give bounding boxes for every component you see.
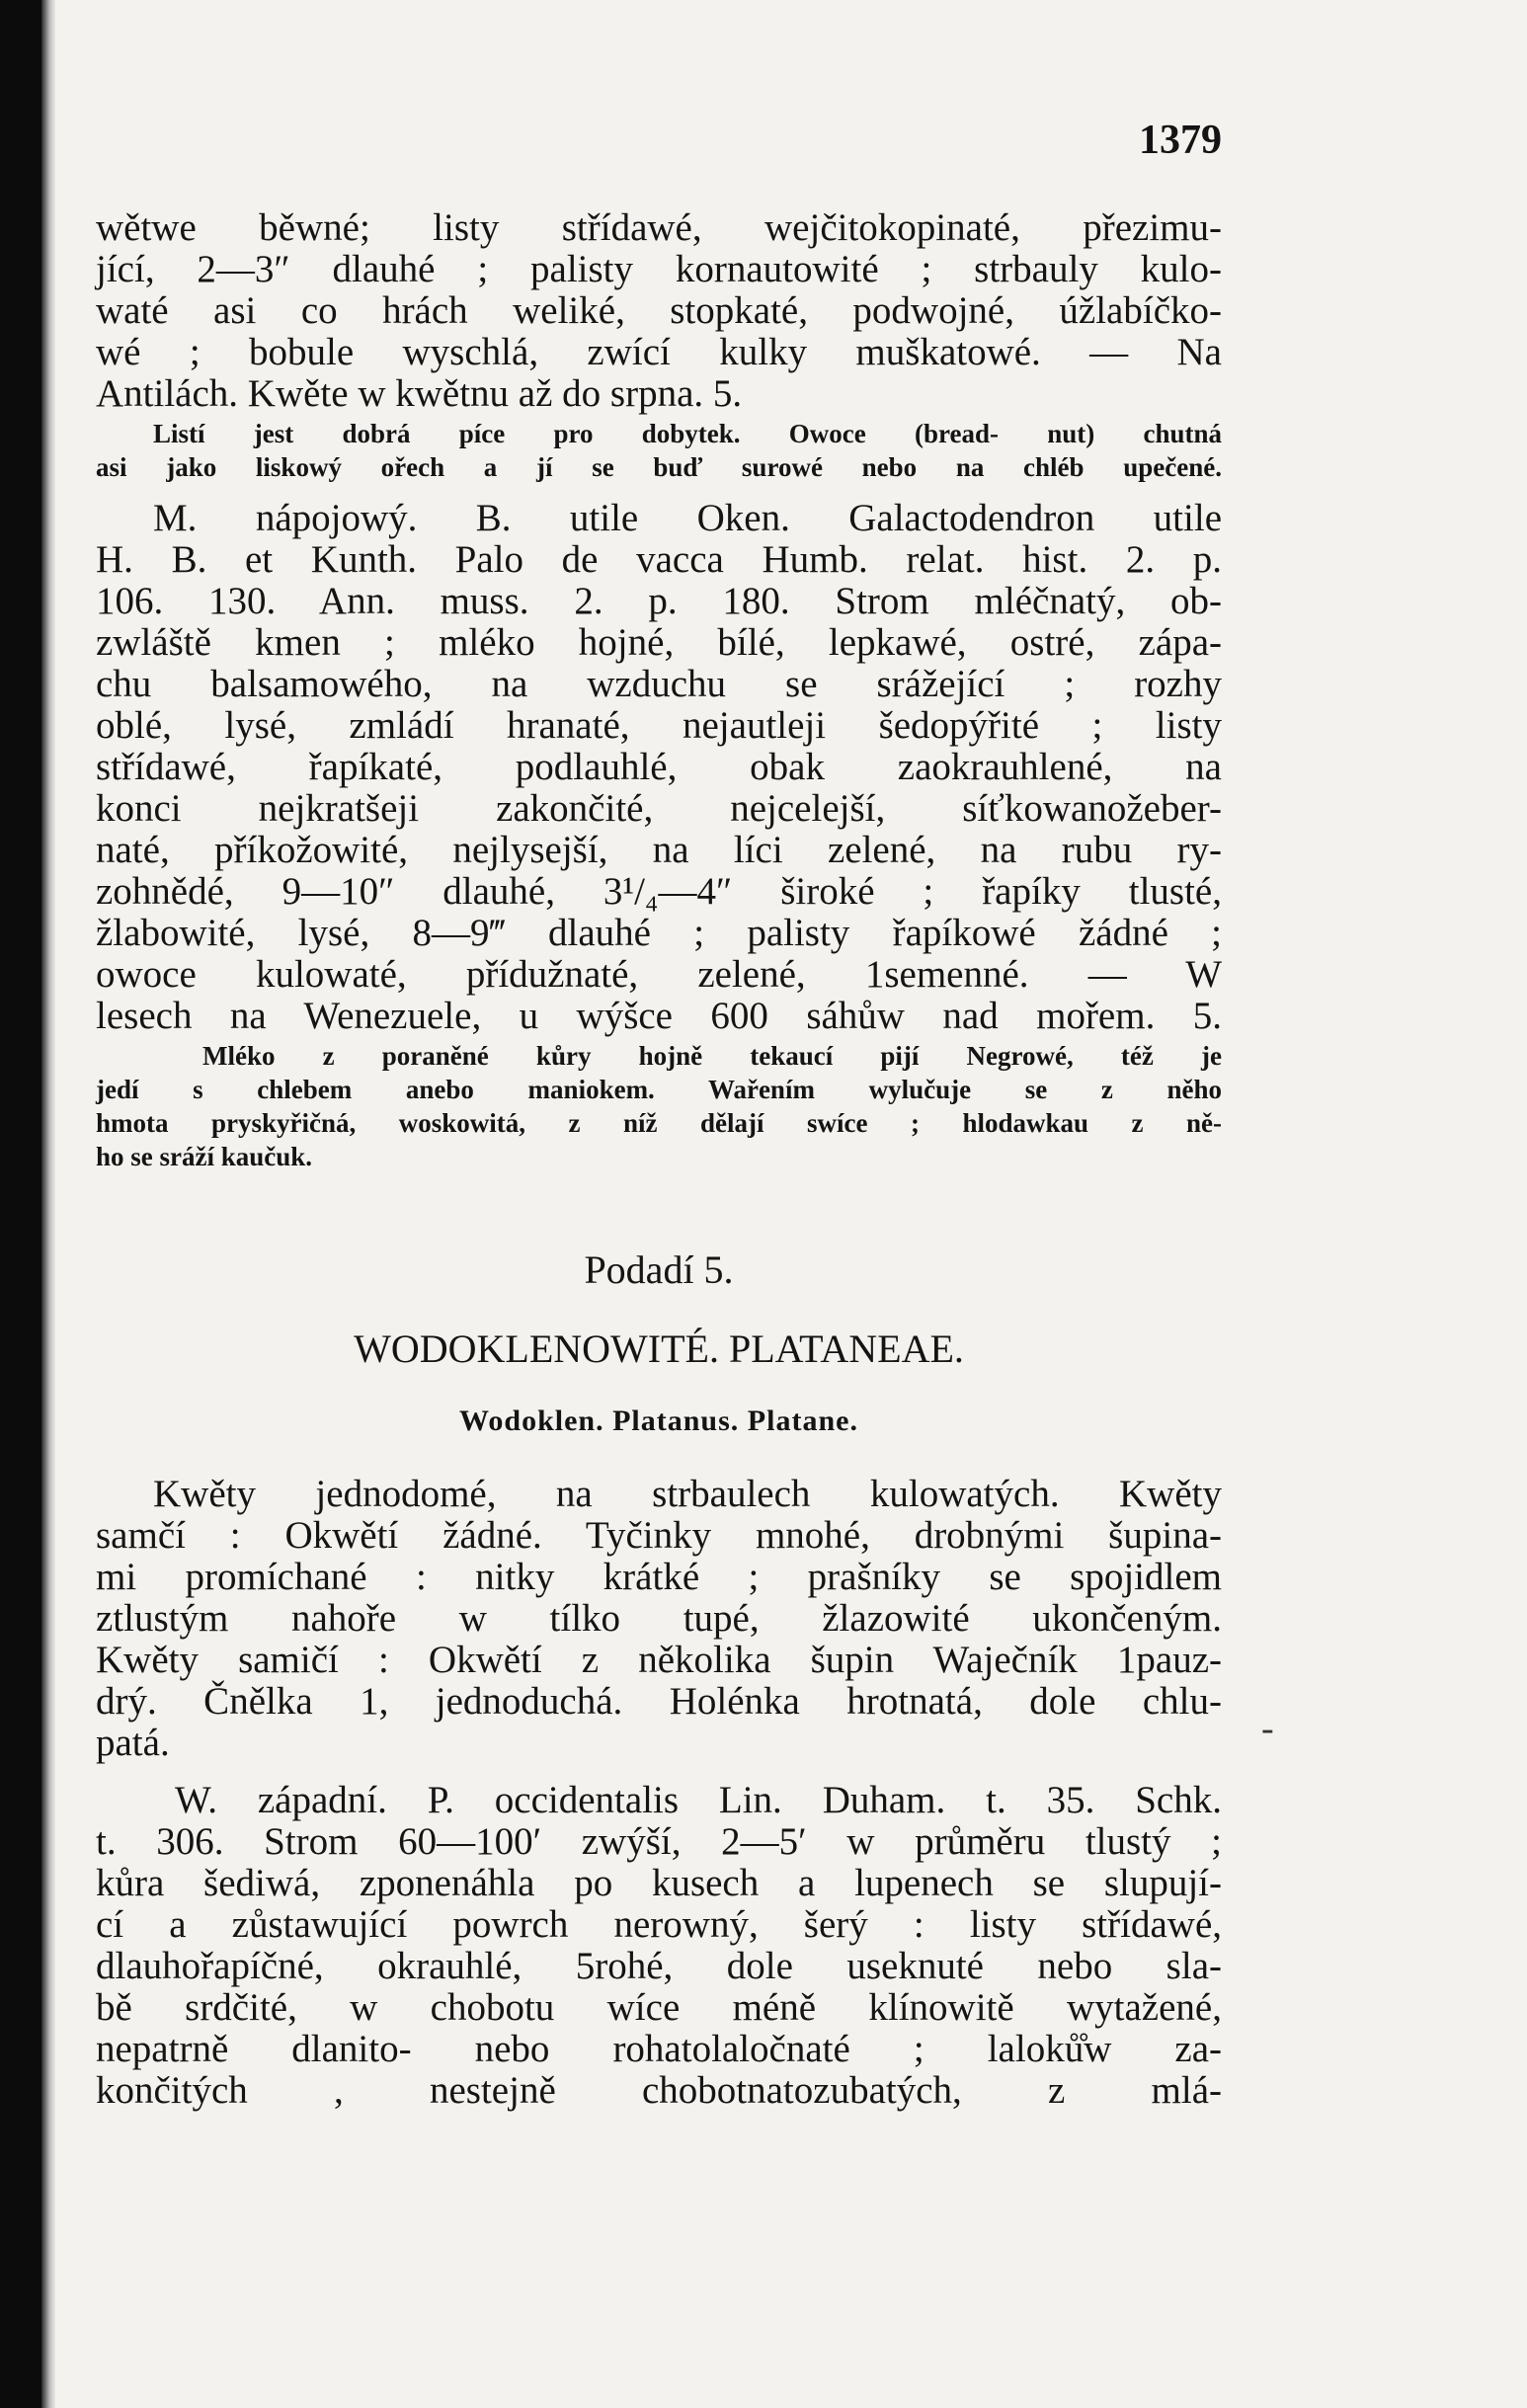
note-line: jedí s chlebem anebo maniokem. Wařením wylučuje se z něho (96, 1075, 1222, 1104)
margin-mark: - (1261, 1708, 1274, 1749)
note-line: Listí jest dobrá píce pro dobytek. Owoce (bread- nut) chutná (153, 419, 1222, 448)
text-line: drý. Čnělka 1, jednoduchá. Holénka hrotnatá, dole chlu- (96, 1680, 1222, 1723)
text-line: mi promíchané : nitky krátké ; prašníky se spojidlem (96, 1556, 1222, 1598)
text-line: patá. (96, 1722, 170, 1764)
genus-title: Wodoklen. Platanus. Platane. (459, 1405, 858, 1437)
text-line: Kwěty jednodomé, na strbaulech kulowatých. Kwěty (153, 1473, 1222, 1515)
text-line: zohnědé, 9—10″ dlauhé, 3¹/₄—4″ široké ; řapíky tlusté, (96, 870, 1222, 913)
text-line: samčí : Okwětí žádné. Tyčinky mnohé, drobnými šupina- (96, 1514, 1222, 1557)
text-line: Antilách. Kwěte w kwětnu až do srpna. 5. (96, 372, 743, 415)
text-line: naté, příkožowité, nejlysejší, na líci zelené, na rubu ry- (96, 829, 1222, 871)
book-page (41, 0, 1527, 2408)
section-number: Podadí 5. (584, 1247, 734, 1292)
text-line: 106. 130. Ann. muss. 2. p. 180. Strom mléčnatý, ob- (96, 580, 1222, 622)
text-line: ztlustým nahoře w tílko tupé, žlazowité ukončeným. (96, 1597, 1222, 1640)
text-line: dlauhořapíčné, okrauhlé, 5rohé, dole useknuté nebo sla- (96, 1945, 1222, 1987)
text-line: zwláště kmen ; mléko hojné, bílé, lepkawé, ostré, zápa- (96, 621, 1222, 664)
text-column (96, 0, 1222, 2408)
text-line: jící, 2—3″ dlauhé ; palisty kornautowité ; strbauly kulo- (96, 248, 1222, 290)
text-line: cí a zůstawující powrch nerowný, šerý : listy střídawé, (96, 1903, 1222, 1946)
text-line: kůra šediwá, zponenáhla po kusech a lupenech se slupují- (96, 1862, 1222, 1904)
note-line: Mléko z poraněné kůry hojně tekaucí pijí Negrowé, též je (202, 1041, 1222, 1071)
note-line: ho se sráží kaučuk. (96, 1142, 313, 1171)
text-line: bě srdčité, w chobotu wíce méně klínowitě wytažené, (96, 1986, 1222, 2029)
page-number: 1379 (1139, 118, 1222, 163)
note-line: hmota pryskyřičná, woskowitá, z níž dělají swíce ; hlodawkau z ně- (96, 1108, 1222, 1138)
text-line: waté asi co hrách weliké, stopkaté, podwojné, úžlabíčko- (96, 289, 1222, 332)
text-line: oblé, lysé, zmládí hranaté, nejautleji šedopýřité ; listy (96, 704, 1222, 747)
text-line: končitých , nestejně chobotnatozubatých, z mlá- (96, 2069, 1222, 2112)
page-edge (41, 0, 55, 2408)
text-line: M. nápojowý. B. utile Oken. Galactodendron utile (153, 497, 1222, 539)
text-line: konci nejkratšeji zakončité, nejcelejší, síťkowanožeber- (96, 787, 1222, 830)
text-line: wé ; bobule wyschlá, zwící kulky muškatowé. — Na (96, 331, 1222, 373)
text-line: střídawé, řapíkaté, podlauhlé, obak zaokrauhlené, na (96, 746, 1222, 788)
note-line: asi jako liskowý ořech a jí se buď surowé nebo na chléb upečené. (96, 452, 1222, 482)
text-line: wětwe běwné; listy střídawé, wejčitokopinaté, přezimu- (96, 206, 1222, 249)
text-line: Kwěty samičí : Okwětí z několika šupin Waječník 1pauz- (96, 1639, 1222, 1681)
text-line: H. B. et Kunth. Palo de vacca Humb. relat. hist. 2. p. (96, 538, 1222, 581)
family-title: WODOKLENOWITÉ. PLATANEAE. (354, 1326, 964, 1371)
text-line: chu balsamowého, na wzduchu se srážející ; rozhy (96, 663, 1222, 705)
text-line: nepatrně dlanito- nebo rohatolaločnaté ; laloků̊w za- (96, 2028, 1222, 2070)
text-line: žlabowité, lysé, 8—9‴ dlauhé ; palisty řapíkowé žádné ; (96, 912, 1222, 954)
text-line: lesech na Wenezuele, u wýšce 600 sáhůw nad mořem. 5. (96, 995, 1222, 1037)
text-line: owoce kulowaté, přídužnaté, zelené, 1semenné. — W (96, 953, 1222, 996)
text-line: t. 306. Strom 60—100′ zwýší, 2—5′ w průměru tlustý ; (96, 1820, 1222, 1863)
text-line: W. západní. P. occidentalis Lin. Duham. t. 35. Schk. (175, 1779, 1222, 1821)
